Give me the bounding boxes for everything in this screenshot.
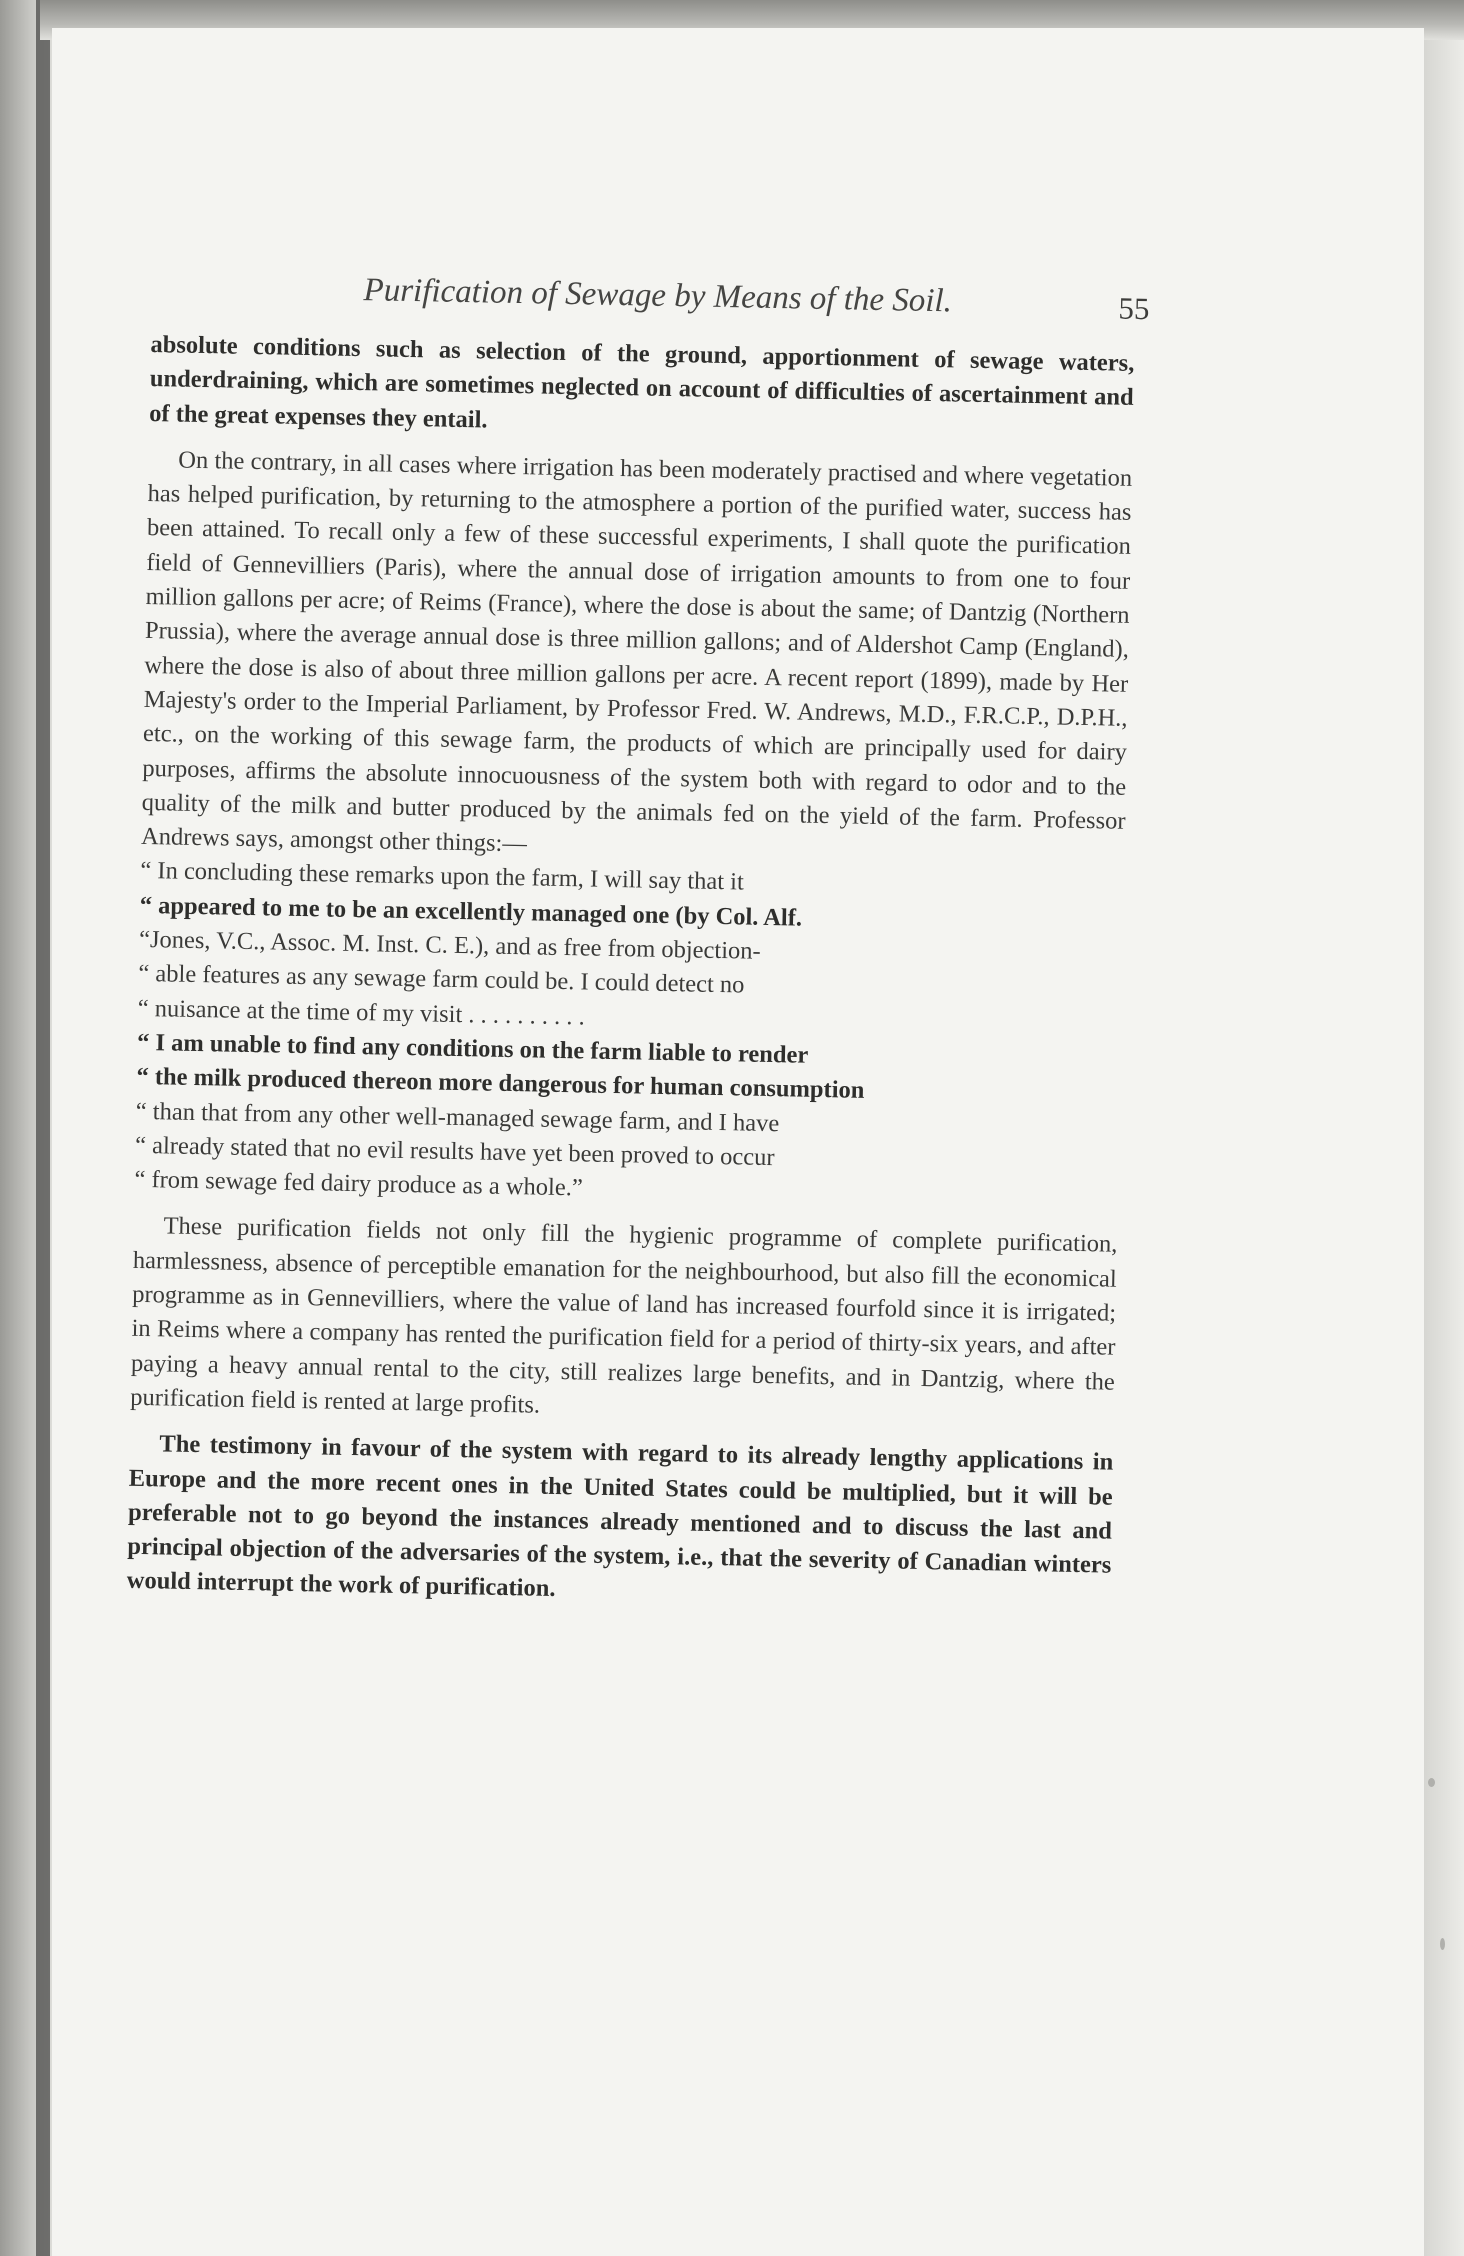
quote-line: “Jones, V.C., Assoc. M. Inst. C. E.), and as free from objection- [138,925,761,965]
book-page [126,268,1150,1617]
quote-line: “ able features as any sewage farm could be. I could detect no [138,960,745,999]
scan-speck [1440,1938,1445,1950]
body-text [126,328,1134,1617]
quote-line: “ the milk produced thereon more dangerous for human consumption [136,1063,865,1105]
quote-line: “ than that from any other well-managed sewage farm, and I have [135,1097,780,1137]
scan-speck [1428,1778,1435,1787]
andrews-quotation [134,854,1124,1216]
quote-line: “ from sewage fed dairy produce as a whole.” [134,1165,583,1202]
paragraph-continuation: absolute conditions such as selection of the ground, apportionment of sewage waters, underdraining, which are sometimes neglected on account of difficulties of ascertainment and of the great expenses they entail. [148,330,1135,434]
quote-line: “ nuisance at the time of my visit . . . . . . . . . . [137,994,586,1031]
quote-line: “ already stated that no evil results have yet been proved to occur [134,1131,775,1171]
quote-line: “ appeared to me to be an excellently managed one (by Col. Alf. [139,891,803,932]
paragraph-economical-programme: These purification fields not only fill the hygienic programme of complete purification, harmlessness, absence of perceptible emanation for the neighbourhood, but also fill the economical programme as in Gennevilliers, where the value of land has increased fourfold since it is irrigated; in Reims where a company has rented the purification field for a period of thirty-six years, and after paying a heavy annual rental to the city, still realizes large benefits, and in Dantzig, where the purification field is rented at large profits. [130,1212,1118,1419]
page-number: 55 [1118,290,1150,327]
quote-line: “ I am unable to find any conditions on the farm liable to render [136,1028,809,1069]
paragraph-canadian-winters: The testimony in favour of the system with regard to its already lengthy applications in Europe and the more recent ones in the United States could be multiplied, but it will be preferable not to go beyond the instances already mentioned and to discuss the last and principal objection of the adversaries of the system, i.e., that the severity of Canadian winters would interrupt the work of purification. [126,1430,1114,1603]
page-right-edge [1424,40,1464,2256]
binding-gutter-shadow [36,0,50,2256]
quote-line: “ In concluding these remarks upon the farm, I will say that it [140,857,745,896]
running-title: Purification of Sewage by Means of the Soil. [363,272,953,320]
paragraph-irrigation-successes: On the contrary, in all cases where irrigation has been moderately practised and where vegetation has helped purification, by returning to the atmosphere a portion of the purified water, success has been attained. To recall only a few of these successful experiments, I shall quote the purification field of Gennevilliers (Paris), where the annual dose of irrigation amounts to from one to four million gallons per acre; of Reims (France), where the dose is about the same; of Dantzig (Northern Prussia), where the average annual dose is three million gallons; and of Aldershot Camp (England), where the dose is also of about three million gallons per acre. A recent report (1899), made by Her Majesty's order to the Imperial Parliament, by Professor Fred. W. Andrews, M.D., F.R.C.P., D.P.H., etc., on the working of this sewage farm, the products of which are principally used for dairy purposes, affirms the absolute innocuousness of the system both with regard to odor and to the quality of the milk and butter produced by the animals fed on the yield of the farm. Professor Andrews says, amongst other things:— [140,446,1133,858]
